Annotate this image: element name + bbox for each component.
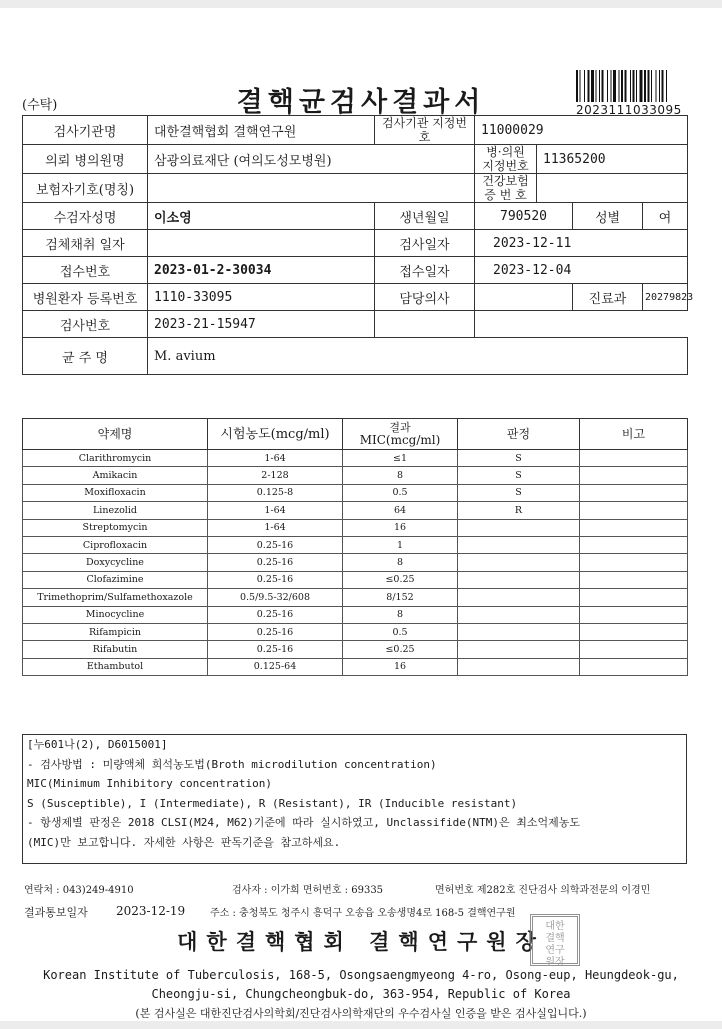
collect-date-label: 검체채취 일자 bbox=[23, 230, 148, 257]
note-line: S (Susceptible), I (Intermediate), R (Resistant), IR (Inducible resistant) bbox=[27, 796, 518, 810]
mic-value: 16 bbox=[343, 658, 458, 675]
test-range: 2-128 bbox=[208, 467, 343, 484]
test-range: 0.25-16 bbox=[208, 536, 343, 553]
copy-label: (수탁) bbox=[22, 98, 58, 113]
judgement bbox=[458, 589, 580, 606]
dept-label: 진료과 bbox=[573, 284, 643, 311]
mic-value: ≤0.25 bbox=[343, 641, 458, 658]
remark bbox=[580, 606, 688, 623]
sex-label: 성별 bbox=[573, 203, 643, 230]
drug-row bbox=[23, 641, 688, 658]
test-range: 1-64 bbox=[208, 450, 343, 467]
address-kr: 주소 : 충청북도 청주시 흥덕구 오송읍 오송생명4로 168-5 결핵연구원 bbox=[210, 908, 516, 919]
birth-date: 790520 bbox=[475, 203, 573, 230]
mic-value: 0.5 bbox=[343, 623, 458, 640]
mic-value: 8/152 bbox=[343, 589, 458, 606]
receipt-date: 2023-12-04 bbox=[475, 257, 688, 284]
drug-row bbox=[23, 571, 688, 588]
drug-row bbox=[23, 450, 688, 467]
judgement: R bbox=[458, 502, 580, 519]
test-range: 0.125-8 bbox=[208, 484, 343, 501]
insured-value bbox=[148, 174, 475, 203]
specialist: 면허번호 제282호 진단검사 의학과전문의 이경민 bbox=[435, 885, 651, 896]
drug-row bbox=[23, 606, 688, 623]
remark bbox=[580, 641, 688, 658]
report-title: 결핵균검사결과서 bbox=[236, 87, 486, 118]
drug-row bbox=[23, 519, 688, 536]
reg-no-label: 병원환자 등록번호 bbox=[23, 284, 148, 311]
contact: 연락처 : 043)249-4910 bbox=[24, 885, 134, 896]
mic-value: ≤0.25 bbox=[343, 571, 458, 588]
drug-row bbox=[23, 536, 688, 553]
organism-name: M. avium bbox=[148, 338, 688, 375]
header-drug: 약제명 bbox=[23, 419, 208, 450]
report-date-label: 결과통보일자 bbox=[24, 906, 88, 919]
note-line: MIC(Minimum Inhibitory concentration) bbox=[27, 777, 273, 790]
drug-name: Trimethoprim/Sulfamethoxazole bbox=[23, 589, 208, 606]
judgement bbox=[458, 519, 580, 536]
test-range: 0.5/9.5-32/608 bbox=[208, 589, 343, 606]
header-remark: 비고 bbox=[580, 419, 688, 450]
drug-name: Streptomycin bbox=[23, 519, 208, 536]
report-date: 2023-12-19 bbox=[116, 904, 186, 918]
test-range: 0.25-16 bbox=[208, 571, 343, 588]
judgement bbox=[458, 554, 580, 571]
remark bbox=[580, 623, 688, 640]
mic-value: 8 bbox=[343, 554, 458, 571]
hospital-label: 의뢰 병의원명 bbox=[23, 145, 148, 174]
judgement: S bbox=[458, 467, 580, 484]
drug-name: Doxycycline bbox=[23, 554, 208, 571]
mic-value: 1 bbox=[343, 536, 458, 553]
lab-code-label: 검사기관 지정번호 bbox=[375, 116, 475, 145]
header-mic-bottom: MIC(mcg/ml) bbox=[359, 433, 441, 447]
patient-name: 이소영 bbox=[148, 203, 375, 230]
drug-name: Clarithromycin bbox=[23, 450, 208, 467]
info-table bbox=[22, 115, 694, 375]
test-range: 1-64 bbox=[208, 519, 343, 536]
drug-name: Ciprofloxacin bbox=[23, 536, 208, 553]
hospital-code-label: 병·의원 지정번호 bbox=[475, 145, 537, 174]
institute-name-kr: 대한결핵협회 결핵연구원장 bbox=[177, 929, 545, 954]
mic-value: 8 bbox=[343, 467, 458, 484]
mic-value: 16 bbox=[343, 519, 458, 536]
collect-date bbox=[148, 230, 375, 257]
doctor-value bbox=[475, 284, 573, 311]
hospital-code: 11365200 bbox=[537, 145, 688, 174]
organism-label: 균 주 명 bbox=[23, 338, 148, 375]
remark bbox=[580, 658, 688, 675]
drug-row bbox=[23, 554, 688, 571]
remark bbox=[580, 502, 688, 519]
drug-name: Amikacin bbox=[23, 467, 208, 484]
lab-code: 11000029 bbox=[475, 116, 688, 145]
empty-cell bbox=[475, 311, 688, 338]
lab-name: 대한결핵협회 결핵연구원 bbox=[148, 116, 375, 145]
note-line: (MIC)만 보고합니다. 자세한 사항은 판독기준을 참고하세요. bbox=[27, 835, 341, 849]
test-range: 0.125-64 bbox=[208, 658, 343, 675]
drug-row bbox=[23, 623, 688, 640]
test-date: 2023-12-11 bbox=[475, 230, 688, 257]
note-line: - 검사방법 : 미량액체 희석농도법(Broth microdilution concentration) bbox=[27, 757, 437, 771]
barcode bbox=[576, 70, 706, 102]
test-range: 0.25-16 bbox=[208, 554, 343, 571]
receipt-date-label: 접수일자 bbox=[375, 257, 475, 284]
test-range: 0.25-16 bbox=[208, 606, 343, 623]
official-seal: 대한 결핵 연구 원장 bbox=[530, 914, 580, 966]
exam-no: 2023-21-15947 bbox=[148, 311, 375, 338]
birth-label: 생년월일 bbox=[375, 203, 475, 230]
drug-row bbox=[23, 589, 688, 606]
drug-name: Rifabutin bbox=[23, 641, 208, 658]
examiner: 검사자 : 이가희 면허번호 : 69335 bbox=[232, 885, 384, 896]
remark bbox=[580, 519, 688, 536]
exam-no-label: 검사번호 bbox=[23, 311, 148, 338]
insurance-no-value bbox=[537, 174, 688, 203]
drug-row bbox=[23, 467, 688, 484]
remark bbox=[580, 554, 688, 571]
lab-name-label: 검사기관명 bbox=[23, 116, 148, 145]
header-range: 시험농도(mcg/ml) bbox=[208, 419, 343, 450]
exam-no-extra bbox=[375, 311, 475, 338]
header-judge: 판정 bbox=[458, 419, 580, 450]
drug-name: Minocycline bbox=[23, 606, 208, 623]
mic-value: 0.5 bbox=[343, 484, 458, 501]
judgement bbox=[458, 606, 580, 623]
remark bbox=[580, 467, 688, 484]
judgement: S bbox=[458, 484, 580, 501]
judgement bbox=[458, 658, 580, 675]
drug-row bbox=[23, 484, 688, 501]
dept-value: 20279823 bbox=[643, 284, 688, 311]
drug-name: Moxifloxacin bbox=[23, 484, 208, 501]
judgement bbox=[458, 536, 580, 553]
drug-name: Rifampicin bbox=[23, 623, 208, 640]
sex-value: 여 bbox=[643, 203, 688, 230]
remark bbox=[580, 571, 688, 588]
remark bbox=[580, 589, 688, 606]
drug-row bbox=[23, 502, 688, 519]
mic-value: 64 bbox=[343, 502, 458, 519]
remark bbox=[580, 450, 688, 467]
drug-name: Clofazimine bbox=[23, 571, 208, 588]
judgement bbox=[458, 641, 580, 658]
report-page bbox=[0, 8, 722, 1021]
drug-name: Linezolid bbox=[23, 502, 208, 519]
note-line: [누601나(2), D6015001] bbox=[27, 738, 168, 751]
drug-table bbox=[22, 418, 688, 676]
remark bbox=[580, 484, 688, 501]
judgement bbox=[458, 571, 580, 588]
judgement: S bbox=[458, 450, 580, 467]
test-range: 0.25-16 bbox=[208, 641, 343, 658]
doctor-label: 담당의사 bbox=[375, 284, 475, 311]
reg-no: 1110-33095 bbox=[148, 284, 375, 311]
notes-box bbox=[22, 734, 687, 864]
remark bbox=[580, 536, 688, 553]
patient-label: 수검자성명 bbox=[23, 203, 148, 230]
receipt-no: 2023-01-2-30034 bbox=[148, 257, 375, 284]
barcode-number: 2023111033095 bbox=[576, 103, 682, 117]
drug-name: Ethambutol bbox=[23, 658, 208, 675]
mic-value: ≤1 bbox=[343, 450, 458, 467]
test-range: 0.25-16 bbox=[208, 623, 343, 640]
judgement bbox=[458, 623, 580, 640]
insurance-no-label: 건강보험 증 번 호 bbox=[475, 174, 537, 203]
institute-address-en-1: Korean Institute of Tuberculosis, 168-5, Osongsaengmyeong 4-ro, Osong-eup, Heungdeok-gu, bbox=[43, 968, 679, 982]
test-range: 1-64 bbox=[208, 502, 343, 519]
header-mic-top: 결과 bbox=[389, 421, 411, 434]
receipt-no-label: 접수번호 bbox=[23, 257, 148, 284]
test-date-label: 검사일자 bbox=[375, 230, 475, 257]
note-line: - 항생제별 판정은 2018 CLSI(M24, M62)기준에 따라 실시하였고, Unclassifide(NTM)은 최소억제농도 bbox=[27, 816, 581, 829]
header-mic bbox=[343, 419, 458, 450]
insured-label: 보험자기호(명칭) bbox=[23, 174, 148, 203]
institute-address-en-2: Cheongju-si, Chungcheongbuk-do, 363-954, Republic of Korea bbox=[151, 987, 571, 1001]
hospital-name: 삼광의료재단 (여의도성모병원) bbox=[148, 145, 475, 174]
mic-value: 8 bbox=[343, 606, 458, 623]
certification-note: (본 검사실은 대한진단검사의학회/진단검사의학재단의 우수검사실 인증을 받은 검사실입니다.) bbox=[135, 1007, 587, 1020]
drug-row bbox=[23, 658, 688, 675]
